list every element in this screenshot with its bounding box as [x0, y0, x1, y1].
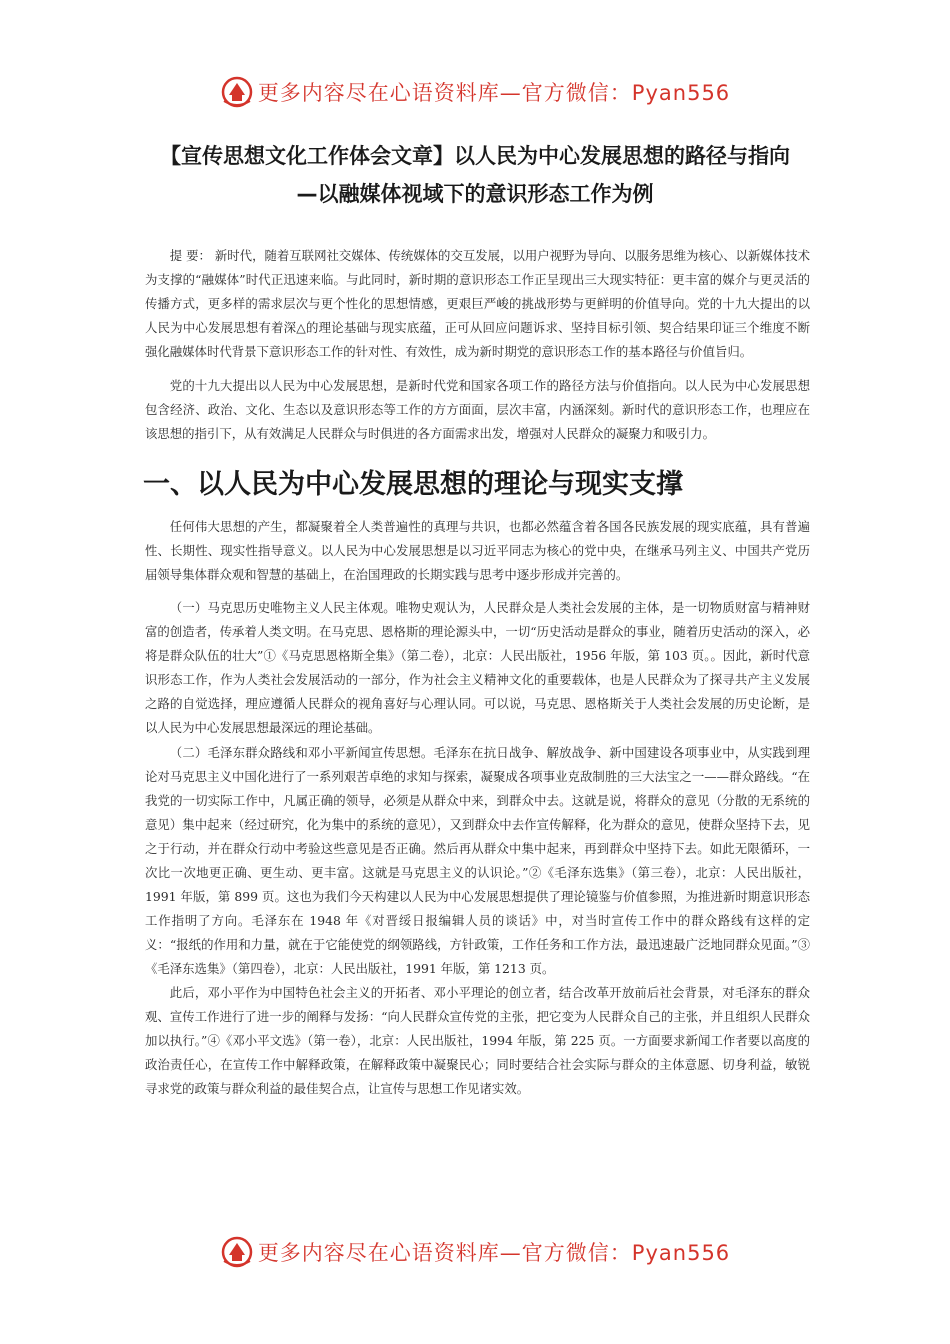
header-banner	[0, 72, 950, 112]
section1-paragraph-1: 任何伟大思想的产生，都凝聚着全人类普遍性的真理与共识，也都必然蕴含着各国各民族发展的现实底蕴，具有普遍性、长期性、现实性指导意义。以人民为中心发展思想是以习近平同志为核心的党中央，在继承马列主义、中国共产党历届领导集体群众观和智慧的基础上，在治国理政的长期实践与思考中逐步形成并完善的。	[145, 519, 810, 582]
header-banner-text: 更多内容尽在心语资料库—官方微信：Pyan556	[257, 81, 731, 105]
footer-banner-text: 更多内容尽在心语资料库—官方微信：Pyan556	[257, 1241, 731, 1265]
section1-paragraph-2: （一）马克思历史唯物主义人民主体观。唯物史观认为，人民群众是人类社会发展的主体，是一切物质财富与精神财富的创造者，传承着人类文明。在马克思、恩格斯的理论源头中，一切“历史活动是群众的事业，随着历史活动的深入，必将是群众队伍的壮大”①《马克思恩格斯全集》（第二卷），北京：人民出版社，1956 年版，第 103 页。。因此，新时代意识形态工作，作为人类社会发展活动的一部分，作为社会主义精神文化的重要载体，也是人民群众为了探寻共产主义发展之路的自觉选择，理应遵循人民群众的视角喜好与心理认同。可以说，马克思、恩格斯关于人类社会发展的历史论断，是以人民为中心发展思想最深远的理论基础。	[145, 600, 810, 735]
section1-paragraph-3: （二）毛泽东群众路线和邓小平新闻宣传思想。毛泽东在抗日战争、解放战争、新中国建设各项事业中，从实践到理论对马克思主义中国化进行了一系列艰苦卓绝的求知与探索，凝聚成各项事业克敌制胜的三大法宝之一——群众路线。“在我党的一切实际工作中，凡属正确的领导，必须是从群众中来，到群众中去。这就是说，将群众的意见（分散的无系统的意见）集中起来（经过研究，化为集中的系统的意见），又到群众中去作宣传解释，化为群众的意见，使群众坚持下去，见之于行动，并在群众行动中考验这些意见是否正确。然后再从群众中集中起来，再到群众中坚持下去。如此无限循环，一次比一次地更正确、更生动、更丰富。这就是马克思主义的认识论。”②《毛泽东选集》（第三卷），北京：人民出版社，1991 年版，第 899 页。这也为我们今天构建以人民为中心发展思想提供了理论镜鉴与价值参照，为推进新时期意识形态工作指明了方向。毛泽东在 1948 年《对晋绥日报编辑人员的谈话》中，对当时宣传工作中的群众路线有这样的定义：“报纸的作用和力量，就在于它能使党的纲领路线，方针政策，工作任务和工作方法，最迅速最广泛地同群众见面。”③《毛泽东选集》（第四卷），北京：人民出版社，1991 年版，第 1213 页。	[145, 745, 810, 976]
abstract-paragraph: 提 要： 新时代，随着互联网社交媒体、传统媒体的交互发展，以用户视野为导向、以服务思维为核心、以新媒体技术为支撑的“融媒体”时代正迅速来临。与此同时，新时期的意识形态工作正呈现出三大现实特征：更丰富的媒介与更灵活的传播方式，更多样的需求层次与更个性化的思想情感，更艰巨严峻的挑战形势与更鲜明的价值导向。党的十九大提出的以人民为中心发展思想有着深△的理论基础与现实底蕴，正可从回应问题诉求、坚持目标引领、契合结果印证三个维度不断强化融媒体时代背景下意识形态工作的针对性、有效性，成为新时期党的意识形态工作的基本路径与价值旨归。	[145, 248, 810, 359]
document-title-line2: —以融媒体视域下的意识形态工作为例	[296, 182, 654, 206]
intro-paragraph: 党的十九大提出以人民为中心发展思想，是新时代党和国家各项工作的路径方法与价值指向。以人民为中心发展思想包含经济、政治、文化、生态以及意识形态等工作的方方面面，层次丰富，内涵深刻。新时代的意识形态工作，也理应在该思想的指引下，从有效满足人民群众与时俱进的各方面需求出发，增强对人民群众的凝聚力和吸引力。	[145, 378, 810, 441]
brand-logo-icon	[220, 1235, 254, 1269]
section1-paragraph-4: 此后，邓小平作为中国特色社会主义的开拓者、邓小平理论的创立者，结合改革开放前后社会背景，对毛泽东的群众观、宣传工作进行了进一步的阐释与发扬：“向人民群众宣传党的主张，把它变为人民群众自己的主张，并且组织人民群众加以执行。”④《邓小平文选》（第一卷），北京：人民出版社，1994 年版，第 225 页。一方面要求新闻工作者要以高度的政治责任心，在宣传工作中解释政策，在解释政策中凝聚民心；同时要结合社会实际与群众的主体意愿、切身利益，敏锐寻求党的政策与群众利益的最佳契合点，让宣传与思想工作见诸实效。	[145, 985, 810, 1096]
footer-banner	[0, 1232, 950, 1272]
section-heading: 一、以人民为中心发展思想的理论与现实支撑	[143, 469, 683, 500]
brand-logo-icon	[220, 75, 254, 109]
document-title-line1: 【宣传思想文化工作体会文章】以人民为中心发展思想的路径与指向	[160, 144, 790, 168]
